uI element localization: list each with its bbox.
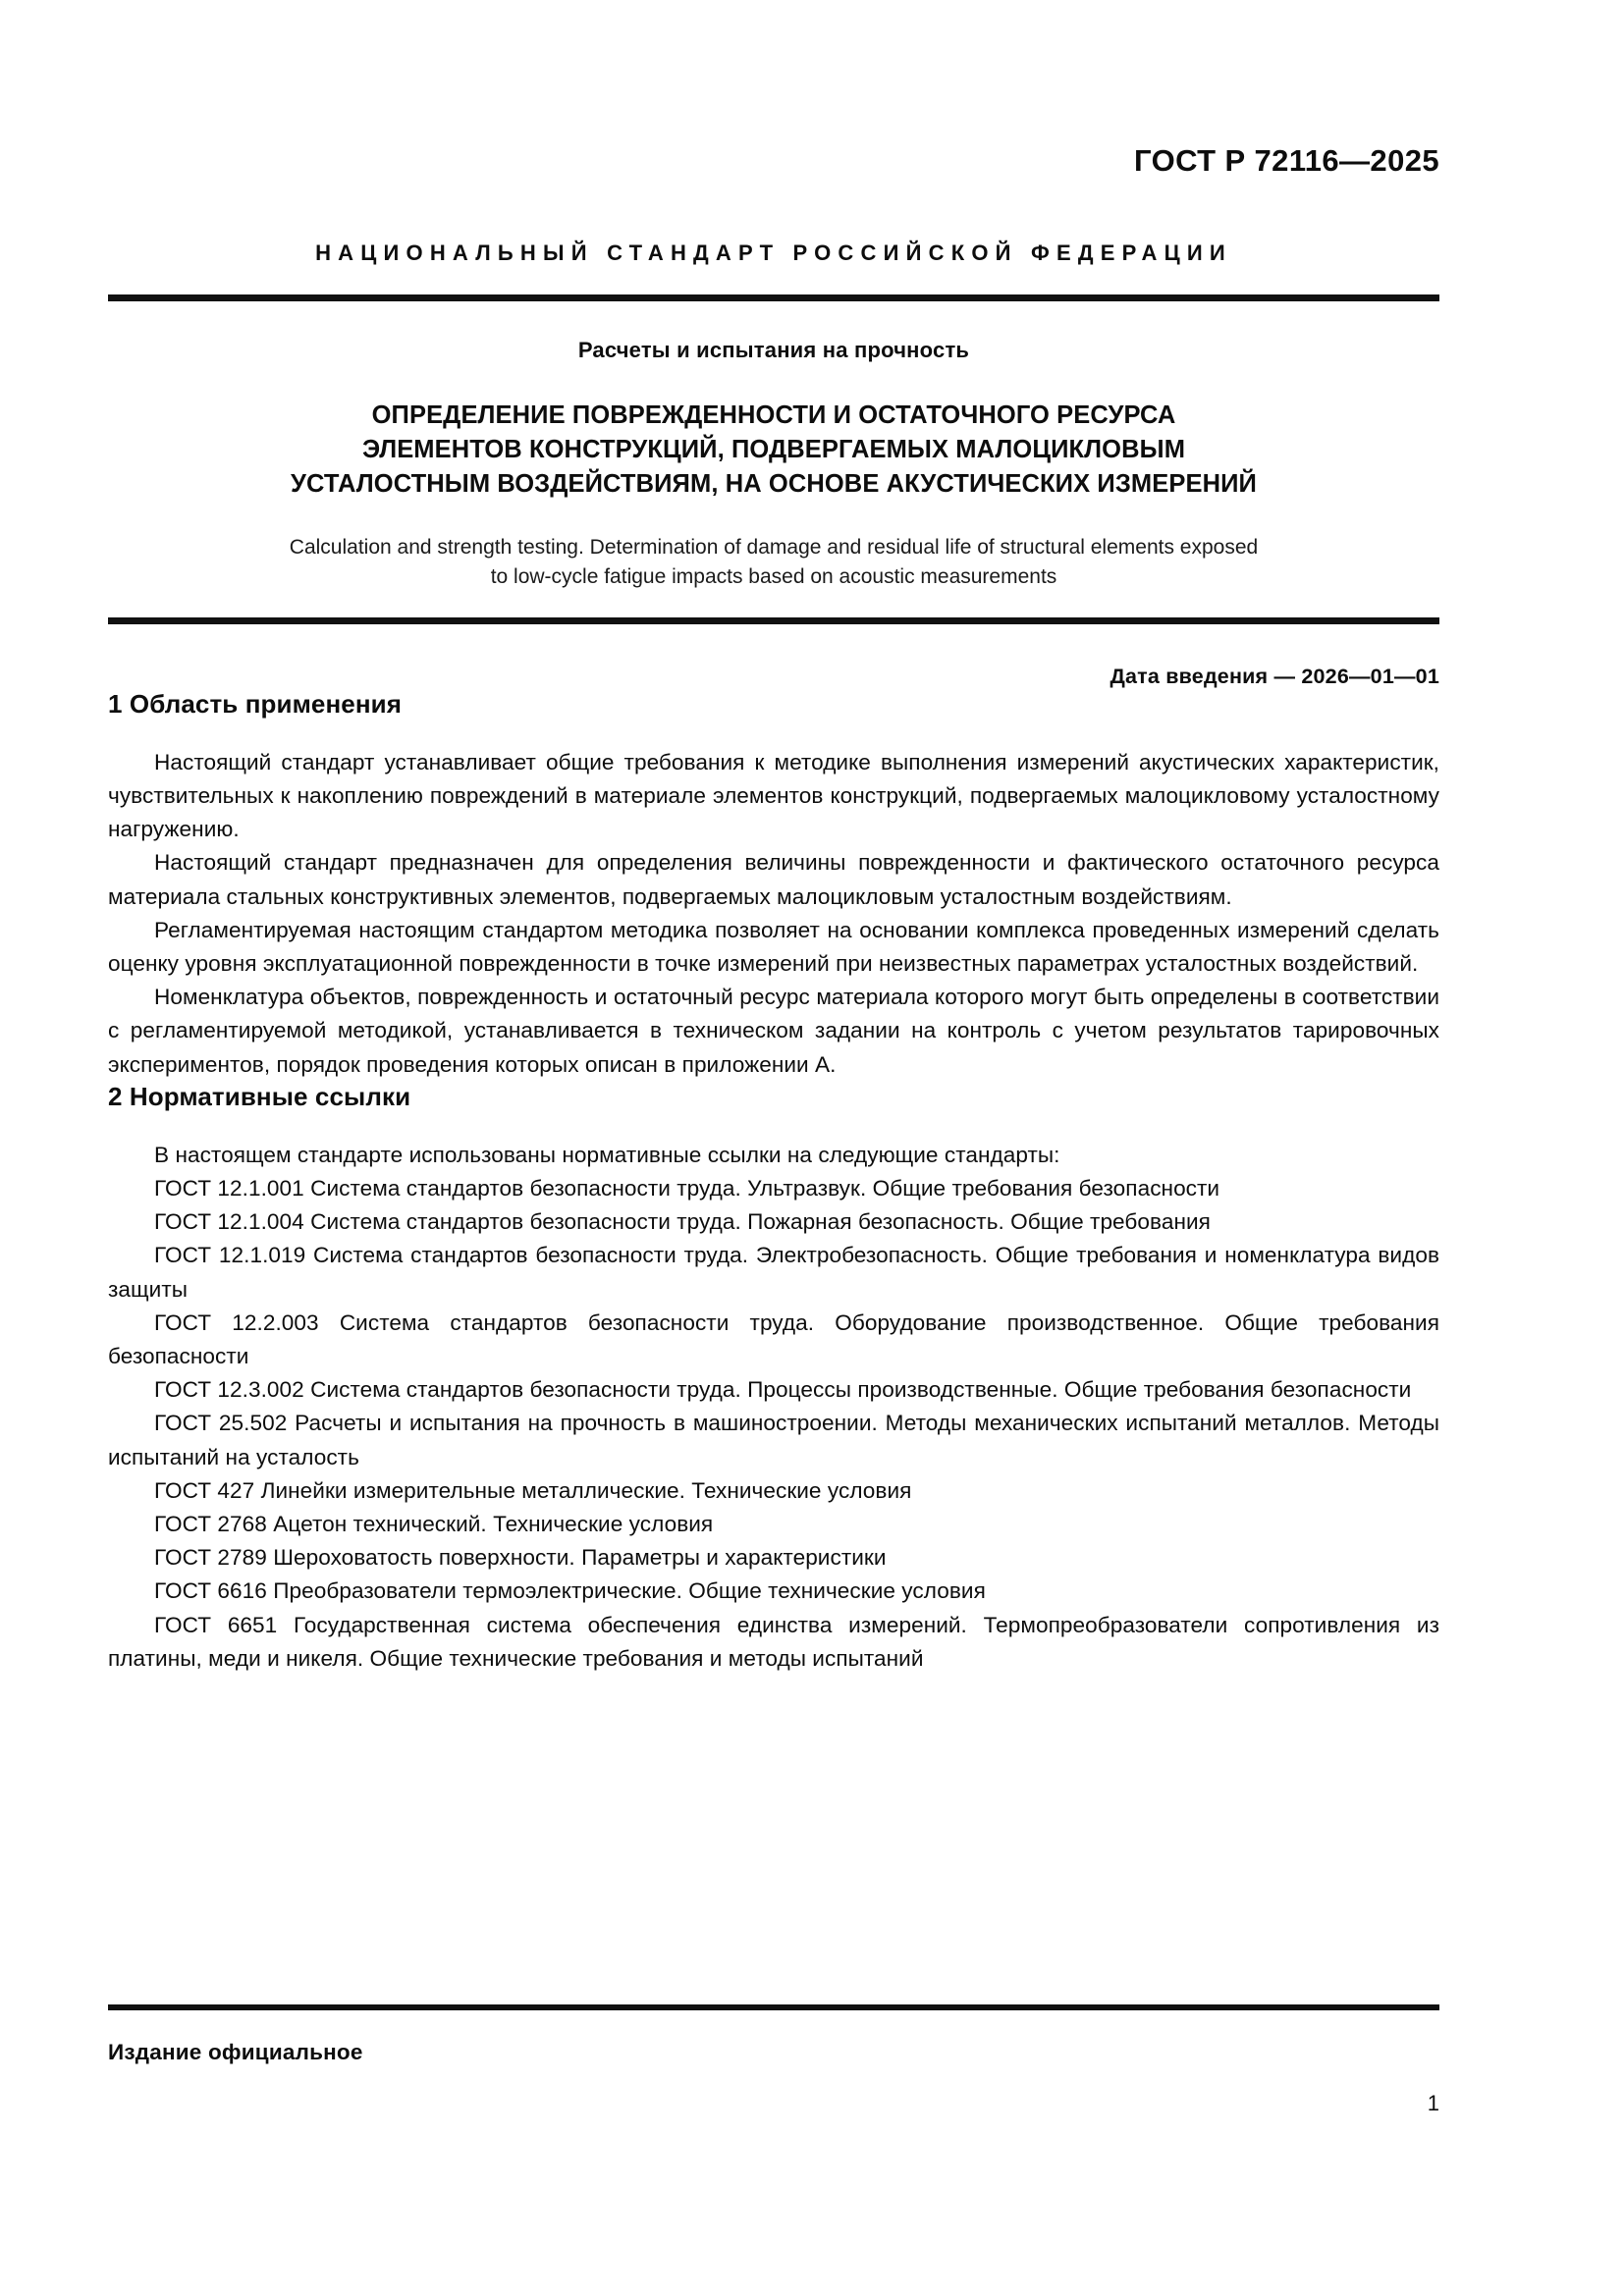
page-number: 1 (1427, 2091, 1439, 2115)
section-1-paragraph (108, 846, 1439, 913)
reference-entry-text: ГОСТ 12.1.019 Система стандартов безопасности труда. Электробезопасность. Общие требования и номенклатура видов защиты (108, 1243, 1439, 1302)
footer-rule (108, 2004, 1439, 2010)
reference-entry (108, 1407, 1439, 1473)
section-1-paragraph (108, 914, 1439, 981)
section-scope (108, 689, 1439, 1082)
reference-entry (108, 1205, 1439, 1239)
section-1-paragraph-text: Настоящий стандарт предназначен для определения величины поврежденности и фактического остаточного ресурса материала стальных конструктивных элементов, подвергаемых малоцикловым усталостным воздействиям. (108, 850, 1439, 909)
standard-title-line-1: ОПРЕДЕЛЕНИЕ ПОВРЕЖДЕННОСТИ И ОСТАТОЧНОГО РЕСУРСА (371, 401, 1176, 430)
standard-series-line: Расчеты и испытания на прочность (577, 338, 970, 362)
reference-entry (108, 1508, 1439, 1541)
reference-entry-text: ГОСТ 25.502 Расчеты и испытания на прочность в машиностроении. Методы механических испытаний металлов. Методы испытаний на усталость (108, 1411, 1439, 1469)
reference-entry-text: ГОСТ 12.1.001 Система стандартов безопасности труда. Ультразвук. Общие требования безопасности (154, 1176, 1220, 1201)
reference-entry (108, 1609, 1439, 1676)
standard-title-line-3: УСТАЛОСТНЫМ ВОЗДЕЙСТВИЯМ, НА ОСНОВЕ АКУСТИЧЕСКИХ ИЗМЕРЕНИЙ (291, 470, 1257, 499)
standard-title (108, 399, 1439, 502)
reference-entry (108, 1541, 1439, 1575)
reference-entry-text: ГОСТ 2768 Ацетон технический. Технические условия (154, 1512, 714, 1537)
official-edition-note: Издание официальное (108, 2040, 363, 2064)
section-1-paragraph-text: Номенклатура объектов, поврежденность и остаточный ресурс материала которого могут быть определены в соответствии с регламентируемой методикой, устанавливается в техническом задании на контроль с учетом результатов тарировочных экспериментов, порядок проведения которых описан в приложении А. (108, 985, 1439, 1077)
standard-title-english (108, 533, 1439, 592)
reference-entry (108, 1239, 1439, 1306)
reference-entry-text: ГОСТ 2789 Шероховатость поверхности. Параметры и характеристики (154, 1545, 887, 1571)
reference-entry (108, 1172, 1439, 1205)
standard-title-english-line-1: Calculation and strength testing. Determination of damage and residual life of structural elements exposed (289, 536, 1259, 560)
section-1-paragraph-text: Регламентируемая настоящим стандартом методика позволяет на основании комплекса проведенных измерений сделать оценку уровня эксплуатационной поврежденности в точке измерений при неизвестных параметрах усталостных воздействий. (108, 917, 1439, 976)
reference-entry-text: ГОСТ 427 Линейки измерительные металлические. Технические условия (154, 1477, 912, 1503)
section-1-paragraph (108, 746, 1439, 847)
section-1-paragraph-text: Настоящий стандарт устанавливает общие требования к методике выполнения измерений акустических характеристик, чувствительных к накоплению повреждений в материале элементов конструкций, подвергаемых малоцикловому усталостному нагружению. (108, 749, 1439, 842)
effective-date: Дата введения — 2026—01—01 (1110, 664, 1439, 688)
normative-references-list (108, 1139, 1439, 1676)
reference-entry-text: ГОСТ 12.1.004 Система стандартов безопасности труда. Пожарная безопасность. Общие требования (154, 1209, 1211, 1235)
reference-entry (108, 1307, 1439, 1373)
national-standard-banner: НАЦИОНАЛЬНЫЙ СТАНДАРТ РОССИЙСКОЙ ФЕДЕРАЦИИ (315, 240, 1232, 265)
reference-entry (108, 1474, 1439, 1508)
title-rule-bottom (108, 617, 1439, 624)
reference-entry-text: ГОСТ 12.3.002 Система стандартов безопасности труда. Процессы производственные. Общие требования безопасности (154, 1377, 1412, 1403)
standard-title-line-2: ЭЛЕМЕНТОВ КОНСТРУКЦИЙ, ПОДВЕРГАЕМЫХ МАЛОЦИКЛОВЫМ (361, 436, 1186, 464)
page-content-column (108, 0, 1439, 1676)
section-normative-references (108, 1082, 1439, 1676)
reference-entry (108, 1373, 1439, 1407)
standard-title-english-line-2: to low-cycle fatigue impacts based on acoustic measurements (490, 564, 1057, 588)
section-1-paragraph (108, 981, 1439, 1082)
reference-entry-text: ГОСТ 6616 Преобразователи термоэлектрические. Общие технические условия (154, 1578, 986, 1604)
section-1-heading: 1 Область применения (108, 688, 402, 719)
reference-entry (108, 1575, 1439, 1608)
reference-entry-text: ГОСТ 6651 Государственная система обеспечения единства измерений. Термопреобразователи сопротивления из платины, меди и никеля. Общие технические требования и методы испытаний (108, 1612, 1439, 1671)
section-2-heading: 2 Нормативные ссылки (108, 1081, 411, 1111)
title-block (108, 301, 1439, 592)
standard-number: ГОСТ Р 72116—2025 (1134, 143, 1439, 178)
references-lead-in-text: В настоящем стандарте использованы нормативные ссылки на следующие стандарты: (154, 1142, 1060, 1167)
title-rule-top (108, 294, 1439, 301)
reference-entry-text: ГОСТ 12.2.003 Система стандартов безопасности труда. Оборудование производственное. Общие требования безопасности (108, 1309, 1439, 1369)
references-lead-in (108, 1139, 1439, 1172)
